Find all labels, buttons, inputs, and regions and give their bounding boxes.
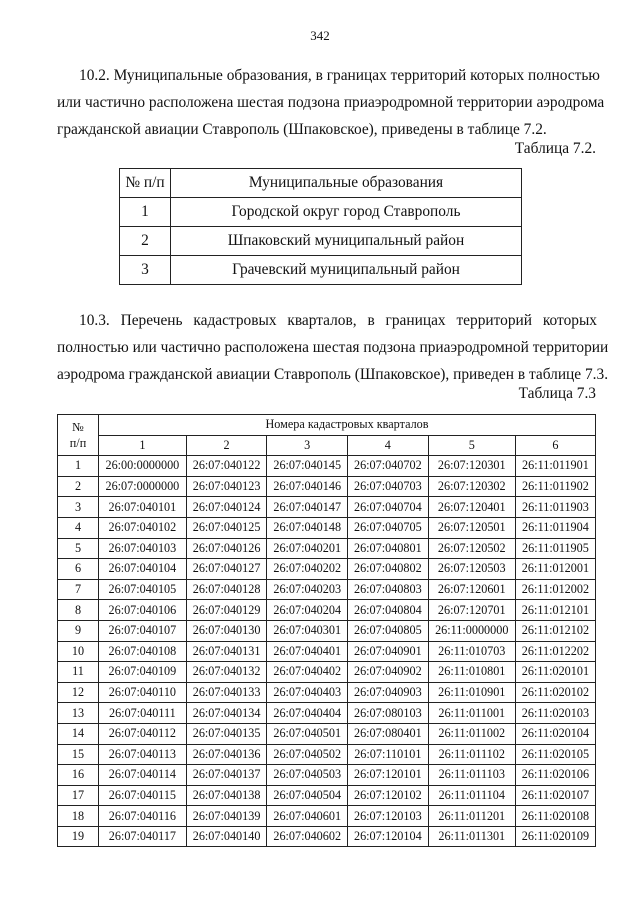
- row-number-cell: 12: [58, 682, 99, 703]
- cadastral-quarter-cell: 26:11:011301: [428, 826, 515, 847]
- cadastral-quarter-cell: 26:11:011903: [515, 497, 595, 518]
- cadastral-quarter-cell: 26:07:040801: [348, 538, 429, 559]
- cadastral-quarter-cell: 26:07:040129: [186, 600, 267, 621]
- cadastral-quarter-cell: 26:11:020107: [515, 785, 595, 806]
- cadastral-quarter-cell: 26:07:040804: [348, 600, 429, 621]
- table-header-row: [120, 169, 522, 198]
- num-header-top: №: [72, 420, 84, 435]
- cadastral-quarter-cell: 26:11:011104: [428, 785, 515, 806]
- cadastral-quarter-cell: 26:11:010703: [428, 641, 515, 662]
- table-row: [58, 579, 596, 600]
- row-number-cell: 9: [58, 620, 99, 641]
- cadastral-quarter-cell: 26:07:040402: [267, 662, 348, 683]
- paragraph-line: или частично расположена шестая подзона приаэродромной территории аэродрома: [57, 94, 605, 111]
- cadastral-quarter-cell: 26:07:120701: [428, 600, 515, 621]
- cadastral-quarter-cell: 26:07:040803: [348, 579, 429, 600]
- table-municipalities: [119, 168, 522, 285]
- cadastral-quarter-cell: 26:07:040148: [267, 517, 348, 538]
- cadastral-quarter-cell: 26:07:040117: [99, 826, 187, 847]
- column-header: 2: [186, 435, 267, 456]
- row-number-cell: 1: [58, 456, 99, 477]
- row-number-cell: 6: [58, 559, 99, 580]
- num-header-bottom: п/п: [69, 436, 87, 451]
- table-row: [58, 538, 596, 559]
- cadastral-quarter-cell: 26:07:040805: [348, 620, 429, 641]
- municipality-cell: Грачевский муниципальный район: [171, 256, 522, 285]
- cadastral-quarter-cell: 26:07:040104: [99, 559, 187, 580]
- column-header-municipality: Муниципальные образования: [171, 169, 522, 198]
- column-header: 3: [267, 435, 348, 456]
- cadastral-quarter-cell: 26:07:040130: [186, 620, 267, 641]
- cadastral-quarter-cell: 26:07:040102: [99, 517, 187, 538]
- cadastral-quarter-cell: 26:11:010801: [428, 662, 515, 683]
- cadastral-quarter-cell: 26:11:011001: [428, 703, 515, 724]
- cadastral-quarter-cell: 26:07:040105: [99, 579, 187, 600]
- paragraph-line: 10.3. Перечень кадастровых кварталов, в границах территорий которых: [79, 312, 597, 329]
- cadastral-quarter-cell: 26:11:012002: [515, 579, 595, 600]
- cadastral-quarter-cell: 26:07:040602: [267, 826, 348, 847]
- column-header: 6: [515, 435, 595, 456]
- cadastral-quarter-cell: 26:07:040125: [186, 517, 267, 538]
- cadastral-quarter-cell: 26:07:040903: [348, 682, 429, 703]
- cadastral-quarter-cell: 26:07:040109: [99, 662, 187, 683]
- cadastral-quarter-cell: 26:07:040201: [267, 538, 348, 559]
- cadastral-quarter-cell: 26:07:040136: [186, 744, 267, 765]
- cadastral-quarter-cell: 26:07:040705: [348, 517, 429, 538]
- cadastral-quarter-cell: 26:07:120302: [428, 476, 515, 497]
- row-number-cell: 8: [58, 600, 99, 621]
- paragraph-10-2: [57, 62, 605, 143]
- table-row: [58, 662, 596, 683]
- cadastral-quarter-cell: 26:11:020108: [515, 806, 595, 827]
- table-row: [120, 256, 522, 285]
- cadastral-quarter-cell: 26:07:040135: [186, 723, 267, 744]
- cadastral-quarter-cell: 26:07:040138: [186, 785, 267, 806]
- cadastral-quarter-cell: 26:07:040404: [267, 703, 348, 724]
- row-number-cell: 16: [58, 765, 99, 786]
- cadastral-quarter-cell: 26:11:011002: [428, 723, 515, 744]
- cadastral-quarter-cell: 26:07:040131: [186, 641, 267, 662]
- paragraph-line: аэродрома гражданской авиации Ставрополь (Шпаковское), приведен в таблице 7.3.: [57, 366, 609, 383]
- cadastral-quarter-cell: 26:07:040802: [348, 559, 429, 580]
- table-row: [58, 476, 596, 497]
- cadastral-quarter-cell: 26:07:040202: [267, 559, 348, 580]
- table-row: [58, 744, 596, 765]
- cadastral-quarter-cell: 26:11:020102: [515, 682, 595, 703]
- cadastral-quarter-cell: 26:07:040401: [267, 641, 348, 662]
- cadastral-quarter-cell: 26:11:020105: [515, 744, 595, 765]
- cadastral-quarter-cell: 26:07:120104: [348, 826, 429, 847]
- cadastral-quarter-cell: 26:07:040115: [99, 785, 187, 806]
- table-row: [120, 198, 522, 227]
- cadastral-quarter-cell: 26:07:040124: [186, 497, 267, 518]
- table-row: [58, 641, 596, 662]
- cadastral-quarter-cell: 26:07:040503: [267, 765, 348, 786]
- cadastral-quarter-cell: 26:11:011902: [515, 476, 595, 497]
- table-row: [120, 227, 522, 256]
- cadastral-quarter-cell: 26:11:0000000: [428, 620, 515, 641]
- cadastral-quarter-cell: 26:07:040140: [186, 826, 267, 847]
- municipality-cell: Шпаковский муниципальный район: [171, 227, 522, 256]
- cadastral-quarter-cell: 26:11:011905: [515, 538, 595, 559]
- cadastral-quarter-cell: 26:07:040203: [267, 579, 348, 600]
- cadastral-quarter-cell: 26:07:040403: [267, 682, 348, 703]
- cadastral-quarter-cell: 26:11:012202: [515, 641, 595, 662]
- table-row: [58, 682, 596, 703]
- row-number-cell: 2: [120, 227, 171, 256]
- cadastral-quarter-cell: 26:11:011201: [428, 806, 515, 827]
- cadastral-quarter-cell: 26:07:040112: [99, 723, 187, 744]
- cadastral-quarter-cell: 26:11:020106: [515, 765, 595, 786]
- cadastral-quarter-cell: 26:00:0000000: [99, 456, 187, 477]
- row-number-cell: 3: [58, 497, 99, 518]
- cadastral-quarter-cell: 26:07:040132: [186, 662, 267, 683]
- cadastral-quarter-cell: 26:07:040204: [267, 600, 348, 621]
- row-number-cell: 14: [58, 723, 99, 744]
- cadastral-quarter-cell: 26:07:080103: [348, 703, 429, 724]
- cadastral-quarter-cell: 26:07:040134: [186, 703, 267, 724]
- cadastral-quarter-cell: 26:07:040128: [186, 579, 267, 600]
- cadastral-quarter-cell: 26:07:040702: [348, 456, 429, 477]
- cadastral-quarter-cell: 26:11:012102: [515, 620, 595, 641]
- table-row: [58, 785, 596, 806]
- cadastral-quarter-cell: 26:11:011904: [515, 517, 595, 538]
- column-header: 1: [99, 435, 187, 456]
- cadastral-quarter-cell: 26:07:120501: [428, 517, 515, 538]
- cadastral-quarter-cell: 26:07:040137: [186, 765, 267, 786]
- table-row: [58, 826, 596, 847]
- row-number-cell: 18: [58, 806, 99, 827]
- table-subheader-row: [58, 435, 596, 456]
- row-number-cell: 13: [58, 703, 99, 724]
- cadastral-quarter-cell: 26:07:040116: [99, 806, 187, 827]
- table-7-2-caption: Таблица 7.2.: [514, 140, 596, 157]
- cadastral-quarter-cell: 26:07:120101: [348, 765, 429, 786]
- table-row: [58, 703, 596, 724]
- cadastral-quarter-cell: 26:07:040107: [99, 620, 187, 641]
- row-number-cell: 7: [58, 579, 99, 600]
- table-row: [58, 723, 596, 744]
- cadastral-quarter-cell: 26:07:040502: [267, 744, 348, 765]
- table-row: [58, 806, 596, 827]
- cadastral-quarter-cell: 26:07:120103: [348, 806, 429, 827]
- column-header: 5: [428, 435, 515, 456]
- cadastral-quarter-cell: 26:11:011102: [428, 744, 515, 765]
- cadastral-quarter-cell: 26:11:011103: [428, 765, 515, 786]
- row-number-cell: 19: [58, 826, 99, 847]
- row-number-cell: 17: [58, 785, 99, 806]
- paragraph-line: гражданской авиации Ставрополь (Шпаковское), приведены в таблице 7.2.: [57, 121, 547, 138]
- column-header: 4: [348, 435, 429, 456]
- cadastral-quarter-cell: 26:07:040703: [348, 476, 429, 497]
- table-cadastral-quarters: [57, 414, 596, 847]
- cadastral-quarter-cell: 26:07:040111: [99, 703, 187, 724]
- cadastral-quarter-cell: 26:07:040501: [267, 723, 348, 744]
- cadastral-quarter-cell: 26:11:010901: [428, 682, 515, 703]
- table-row: [58, 517, 596, 538]
- cadastral-quarter-cell: 26:07:040101: [99, 497, 187, 518]
- group-header: Номера кадастровых кварталов: [99, 415, 596, 436]
- page-number: 342: [310, 28, 330, 43]
- cadastral-quarter-cell: 26:07:040106: [99, 600, 187, 621]
- cadastral-quarter-cell: 26:07:040139: [186, 806, 267, 827]
- table-row: [58, 600, 596, 621]
- cadastral-quarter-cell: 26:07:040301: [267, 620, 348, 641]
- municipality-cell: Городской округ город Ставрополь: [171, 198, 522, 227]
- cadastral-quarter-cell: 26:07:040114: [99, 765, 187, 786]
- cadastral-quarter-cell: 26:07:120502: [428, 538, 515, 559]
- row-number-cell: 15: [58, 744, 99, 765]
- table-7-3-caption: Таблица 7.3: [518, 385, 596, 402]
- row-number-cell: 4: [58, 517, 99, 538]
- cadastral-quarter-cell: 26:07:040901: [348, 641, 429, 662]
- cadastral-quarter-cell: 26:11:020101: [515, 662, 595, 683]
- cadastral-quarter-cell: 26:07:040123: [186, 476, 267, 497]
- cadastral-quarter-cell: 26:07:040145: [267, 456, 348, 477]
- paragraph-10-3: [57, 307, 609, 388]
- cadastral-quarter-cell: 26:11:012001: [515, 559, 595, 580]
- table-header-row: [58, 415, 596, 436]
- cadastral-quarter-cell: 26:07:040113: [99, 744, 187, 765]
- cadastral-quarter-cell: 26:07:120301: [428, 456, 515, 477]
- cadastral-quarter-cell: 26:07:040902: [348, 662, 429, 683]
- row-number-cell: 1: [120, 198, 171, 227]
- table-row: [58, 456, 596, 477]
- row-number-cell: 2: [58, 476, 99, 497]
- paragraph-line: 10.2. Муниципальные образования, в границах территорий которых полностью: [79, 67, 600, 84]
- cadastral-quarter-cell: 26:07:120102: [348, 785, 429, 806]
- cadastral-quarter-cell: 26:07:040147: [267, 497, 348, 518]
- cadastral-quarter-cell: 26:07:120401: [428, 497, 515, 518]
- cadastral-quarter-cell: 26:07:0000000: [99, 476, 187, 497]
- cadastral-quarter-cell: 26:11:011901: [515, 456, 595, 477]
- table-row: [58, 620, 596, 641]
- cadastral-quarter-cell: 26:07:040126: [186, 538, 267, 559]
- cadastral-quarter-cell: 26:07:040601: [267, 806, 348, 827]
- table-row: [58, 559, 596, 580]
- cadastral-quarter-cell: 26:07:120601: [428, 579, 515, 600]
- column-header-number: [58, 415, 99, 456]
- row-number-cell: 5: [58, 538, 99, 559]
- paragraph-line: полностью или частично расположена шестая подзона приаэродромной территории: [57, 339, 609, 356]
- row-number-cell: 3: [120, 256, 171, 285]
- cadastral-quarter-cell: 26:07:040133: [186, 682, 267, 703]
- row-number-cell: 11: [58, 662, 99, 683]
- cadastral-quarter-cell: 26:07:040504: [267, 785, 348, 806]
- cadastral-quarter-cell: 26:07:110101: [348, 744, 429, 765]
- cadastral-quarter-cell: 26:07:040103: [99, 538, 187, 559]
- cadastral-quarter-cell: 26:11:020104: [515, 723, 595, 744]
- cadastral-quarter-cell: 26:07:040146: [267, 476, 348, 497]
- cadastral-quarter-cell: 26:11:020109: [515, 826, 595, 847]
- cadastral-quarter-cell: 26:07:040110: [99, 682, 187, 703]
- table-row: [58, 765, 596, 786]
- cadastral-quarter-cell: 26:11:012101: [515, 600, 595, 621]
- cadastral-quarter-cell: 26:07:080401: [348, 723, 429, 744]
- cadastral-quarter-cell: 26:11:020103: [515, 703, 595, 724]
- table-row: [58, 497, 596, 518]
- row-number-cell: 10: [58, 641, 99, 662]
- column-header-number: № п/п: [120, 169, 171, 198]
- cadastral-quarter-cell: 26:07:040122: [186, 456, 267, 477]
- cadastral-quarter-cell: 26:07:040127: [186, 559, 267, 580]
- cadastral-quarter-cell: 26:07:040704: [348, 497, 429, 518]
- cadastral-quarter-cell: 26:07:120503: [428, 559, 515, 580]
- cadastral-quarter-cell: 26:07:040108: [99, 641, 187, 662]
